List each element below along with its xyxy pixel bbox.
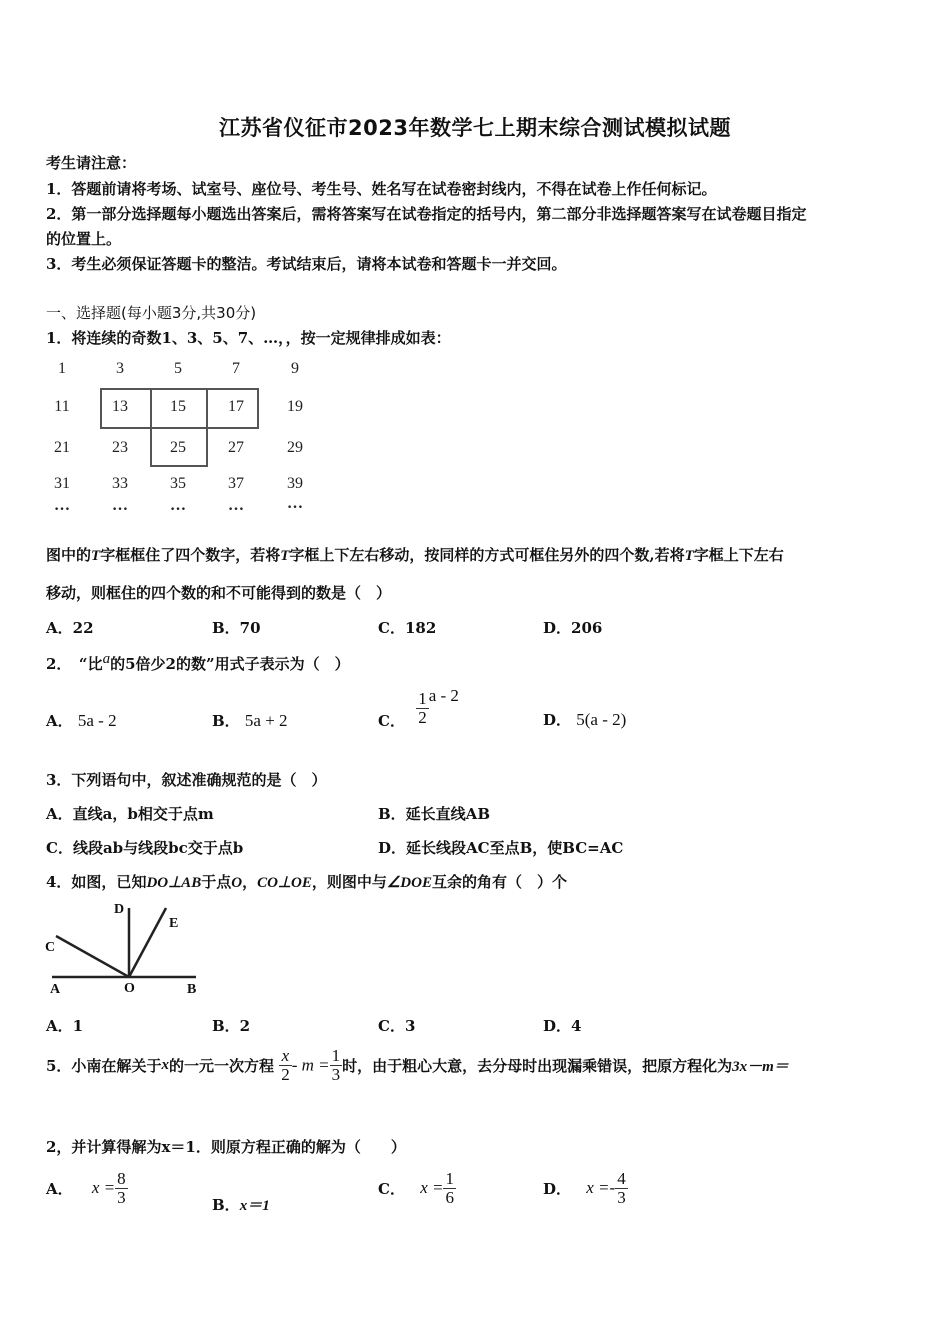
grid-cell: 9 — [291, 360, 299, 377]
label-b: B — [187, 982, 197, 997]
grid-ellipsis: … — [228, 497, 244, 514]
q2-option-b[interactable]: B． 5a + 2 — [212, 711, 288, 730]
grid-cell: 1 — [58, 360, 66, 377]
q3-option-d[interactable]: D．延长线段AC至点B，使BC=AC — [378, 839, 624, 857]
grid-ellipsis: … — [54, 497, 70, 514]
page-title: 江苏省仪征市2023年数学七上期末综合测试模拟试题 — [219, 116, 731, 140]
grid-cell: 5 — [174, 360, 182, 377]
q4-option-a[interactable]: A．1 — [46, 1017, 84, 1035]
q2-stem: 2． “比$^a$的5倍少2的数”用式子表示为（ ） — [46, 651, 350, 673]
q1-text-line1: 图中的T字框框住了四个数字，若将T字框上下左右移动，按同样的方式可框住另外的四个数,若将T字框上下左右 — [46, 546, 784, 564]
grid-cell: 31 — [54, 475, 70, 492]
grid-cell: 35 — [170, 475, 186, 492]
q5-option-a[interactable]: A． x = $\frac{8}{3}$ — [46, 1169, 126, 1207]
grid-cell: 39 — [287, 475, 303, 492]
grid-cell: 15 — [170, 398, 186, 415]
grid-cell: 21 — [54, 439, 70, 456]
notice-item-3: 3．考生必须保证答题卡的整洁。考试结束后，请将本试卷和答题卡一并交回。 — [46, 255, 567, 273]
ray-oc — [56, 936, 129, 977]
grid-cell: 19 — [287, 398, 303, 415]
ray-oe — [129, 908, 166, 977]
grid-cell: 23 — [112, 439, 128, 456]
q1-stem: 1．将连续的奇数1、3、5、7、…，，按一定规律排成如表： — [46, 329, 451, 347]
label-o: O — [124, 981, 135, 996]
label-d: D — [114, 902, 125, 917]
q2-option-c[interactable]: C． $\frac{1}{2}$ a - 2 — [378, 686, 459, 730]
notice-item-2: 2．第一部分选择题每小题选出答案后，需将答案写在试卷指定的括号内，第二部分非选择题答案写在试卷题目指定 — [46, 205, 807, 223]
grid-cell: 29 — [287, 439, 303, 456]
q3-option-b[interactable]: B．延长直线AB — [378, 805, 490, 823]
q1-option-c[interactable]: C．182 — [378, 619, 437, 637]
grid-cell: 7 — [232, 360, 240, 377]
q2-option-d[interactable]: D． 5(a - 2) — [543, 710, 627, 729]
t-frame-cell — [150, 388, 208, 429]
q2-option-a[interactable]: A． 5a - 2 — [46, 711, 117, 730]
grid-cell: 11 — [54, 398, 70, 415]
q3-option-c[interactable]: C．线段ab与线段bc交于点b — [46, 839, 244, 857]
q5-option-c[interactable]: C． x = $\frac{1}{6}$ — [378, 1169, 454, 1207]
notice-item-1: 1．答题前请将考场、试室号、座位号、考生号、姓名写在试卷密封线内，不得在试卷上作任何标记。 — [46, 180, 717, 198]
q5-stem: 5．小南在解关于x的一元一次方程 $\frac{x}{2}$ - m = $\frac{1}{3}$ 时，由于粗心大意，去分母时出现漏乘错误，把原方程化为3x－m＝ — [46, 1046, 789, 1084]
notice-heading: 考生请注意： — [46, 154, 137, 172]
grid-ellipsis: … — [112, 497, 128, 514]
t-frame-cell — [150, 427, 208, 467]
grid-cell: 33 — [112, 475, 128, 492]
grid-cell: 17 — [228, 398, 244, 415]
grid-cell: 3 — [116, 360, 124, 377]
label-e: E — [169, 916, 179, 931]
grid-cell: 13 — [112, 398, 128, 415]
t-frame-cell — [206, 388, 259, 429]
q5-stem-line2: 2，并计算得解为x＝1．则原方程正确的解为（ ） — [46, 1138, 406, 1156]
q5-option-d[interactable]: D． x =- $\frac{4}{3}$ — [543, 1169, 626, 1207]
grid-cell: 27 — [228, 439, 244, 456]
q1-text-line2: 移动，则框住的四个数的和不可能得到的数是（ ） — [46, 584, 392, 602]
t-frame-cell — [100, 388, 152, 429]
label-c: C — [45, 940, 56, 955]
grid-cell: 25 — [170, 439, 186, 456]
label-a: A — [50, 982, 61, 997]
q3-stem: 3．下列语句中，叙述准确规范的是（ ） — [46, 771, 327, 789]
q3-option-a[interactable]: A．直线a，b相交于点m — [46, 805, 214, 823]
q1-option-a[interactable]: A．22 — [46, 619, 94, 637]
grid-ellipsis: … — [287, 495, 303, 512]
q1-option-d[interactable]: D．206 — [543, 619, 603, 637]
q4-option-d[interactable]: D．4 — [543, 1017, 582, 1035]
q4-option-c[interactable]: C．3 — [378, 1017, 416, 1035]
notice-item-2-cont: 的位置上。 — [46, 230, 122, 248]
grid-ellipsis: … — [170, 497, 186, 514]
q4-option-b[interactable]: B．2 — [212, 1017, 251, 1035]
q1-option-b[interactable]: B．70 — [212, 619, 261, 637]
section-heading: 一、选择题(每小题3分,共30分) — [46, 304, 257, 322]
q4-angle-figure — [40, 896, 210, 1001]
grid-cell: 37 — [228, 475, 244, 492]
q4-stem: 4．如图，已知DO⊥AB于点O，CO⊥OE，则图中与∠DOE互余的角有（ ）个 — [46, 873, 567, 891]
q5-option-b[interactable]: B．x＝1 — [212, 1196, 270, 1214]
